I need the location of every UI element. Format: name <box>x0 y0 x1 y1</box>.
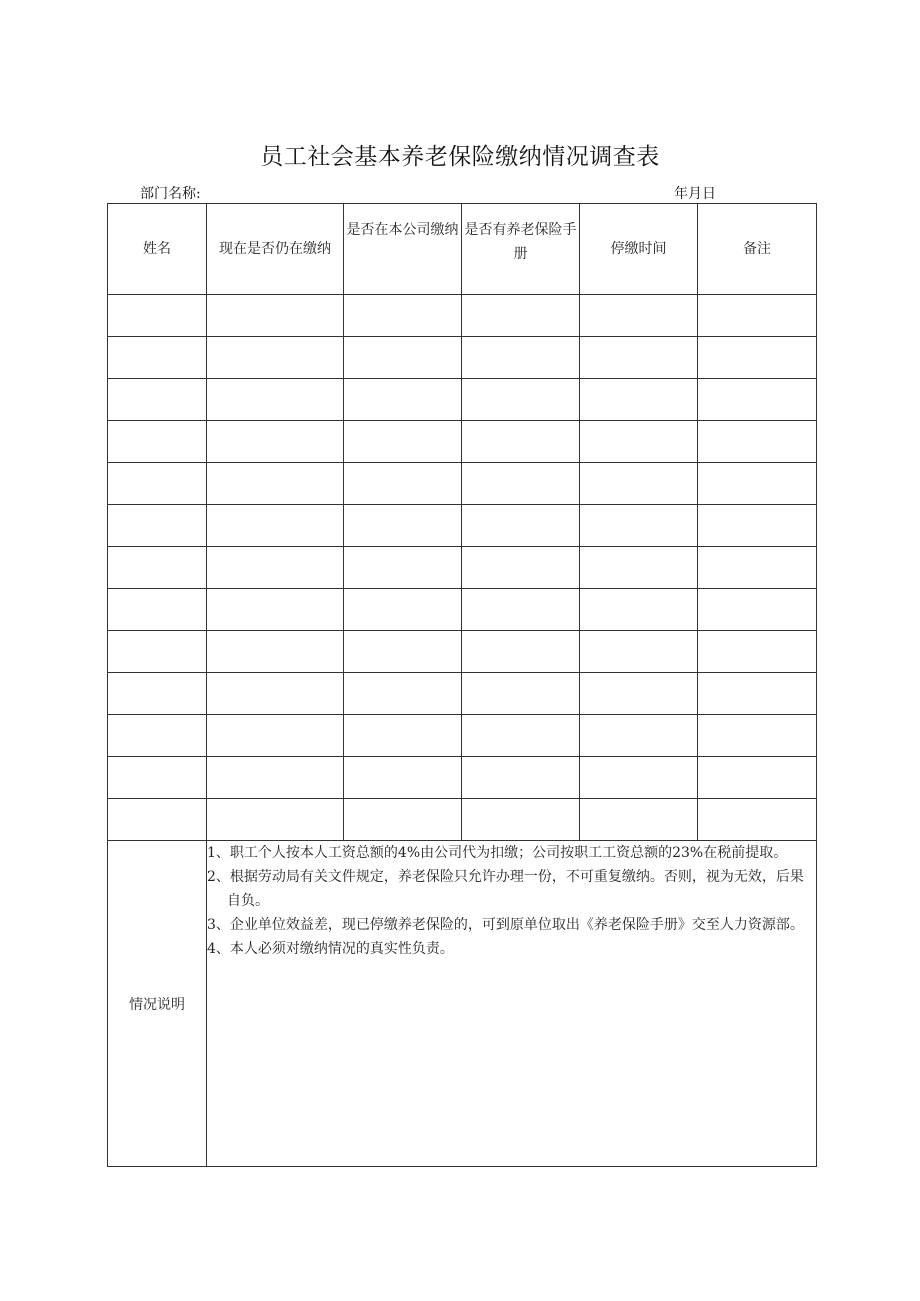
note-item: 3、企业单位效益差，现已停缴养老保险的，可到原单位取出《养老保险手册》交至人力资源部。 <box>207 917 804 933</box>
name-cell[interactable] <box>108 379 207 421</box>
paying-here-cell[interactable] <box>344 295 462 337</box>
name-cell[interactable] <box>108 799 207 841</box>
notes-body <box>207 841 817 1167</box>
remarks-cell[interactable] <box>698 379 817 421</box>
header-row <box>108 204 817 295</box>
paying-here-cell[interactable] <box>344 757 462 799</box>
paying-here-cell[interactable] <box>344 715 462 757</box>
paying-here-cell[interactable] <box>344 337 462 379</box>
notes-row <box>108 841 817 1167</box>
survey-table <box>107 203 817 1167</box>
stop-time-cell[interactable] <box>580 421 698 463</box>
stop-time-cell[interactable] <box>580 757 698 799</box>
paying-now-cell[interactable] <box>207 505 344 547</box>
remarks-cell[interactable] <box>698 295 817 337</box>
paying-now-cell[interactable] <box>207 547 344 589</box>
notes-label: 情况说明 <box>108 841 207 1167</box>
name-cell[interactable] <box>108 673 207 715</box>
has-book-cell[interactable] <box>462 505 580 547</box>
paying-now-cell[interactable] <box>207 421 344 463</box>
paying-here-cell[interactable] <box>344 463 462 505</box>
paying-now-cell[interactable] <box>207 715 344 757</box>
stop-time-cell[interactable] <box>580 673 698 715</box>
name-cell[interactable] <box>108 757 207 799</box>
has-book-cell[interactable] <box>462 547 580 589</box>
stop-time-cell[interactable] <box>580 631 698 673</box>
stop-time-cell[interactable] <box>580 337 698 379</box>
department-label: 部门名称: <box>140 186 201 202</box>
table-row <box>108 463 817 505</box>
header-paying-here: 是否在本公司缴纳 <box>344 204 462 295</box>
has-book-cell[interactable] <box>462 295 580 337</box>
stop-time-cell[interactable] <box>580 463 698 505</box>
stop-time-cell[interactable] <box>580 715 698 757</box>
paying-now-cell[interactable] <box>207 463 344 505</box>
has-book-cell[interactable] <box>462 589 580 631</box>
paying-here-cell[interactable] <box>344 589 462 631</box>
paying-now-cell[interactable] <box>207 673 344 715</box>
paying-now-cell[interactable] <box>207 379 344 421</box>
paying-now-cell[interactable] <box>207 631 344 673</box>
paying-now-cell[interactable] <box>207 757 344 799</box>
name-cell[interactable] <box>108 337 207 379</box>
has-book-cell[interactable] <box>462 337 580 379</box>
stop-time-cell[interactable] <box>580 379 698 421</box>
remarks-cell[interactable] <box>698 589 817 631</box>
note-item: 1、职工个人按本人工资总额的4%由公司代为扣缴；公司按职工工资总额的23%在税前提取。 <box>207 845 788 861</box>
stop-time-cell[interactable] <box>580 547 698 589</box>
note-item: 4、本人必须对缴纳情况的真实性负责。 <box>207 941 454 957</box>
remarks-cell[interactable] <box>698 505 817 547</box>
stop-time-cell[interactable] <box>580 295 698 337</box>
paying-here-cell[interactable] <box>344 673 462 715</box>
table-row <box>108 379 817 421</box>
remarks-cell[interactable] <box>698 421 817 463</box>
table-row <box>108 757 817 799</box>
remarks-cell[interactable] <box>698 463 817 505</box>
paying-now-cell[interactable] <box>207 295 344 337</box>
stop-time-cell[interactable] <box>580 589 698 631</box>
paying-here-cell[interactable] <box>344 379 462 421</box>
table-row <box>108 589 817 631</box>
paying-now-cell[interactable] <box>207 589 344 631</box>
stop-time-cell[interactable] <box>580 505 698 547</box>
table-row <box>108 547 817 589</box>
paying-now-cell[interactable] <box>207 337 344 379</box>
table-row <box>108 631 817 673</box>
header-stop-time: 停缴时间 <box>580 204 698 295</box>
has-book-cell[interactable] <box>462 715 580 757</box>
name-cell[interactable] <box>108 589 207 631</box>
remarks-cell[interactable] <box>698 673 817 715</box>
has-book-cell[interactable] <box>462 757 580 799</box>
note-item: 2、根据劳动局有关文件规定，养老保险只允许办理一份，不可重复缴纳。否则，视为无效，后果自负。 <box>207 869 804 909</box>
has-book-cell[interactable] <box>462 421 580 463</box>
name-cell[interactable] <box>108 631 207 673</box>
header-paying-now: 现在是否仍在缴纳 <box>207 204 344 295</box>
has-book-cell[interactable] <box>462 463 580 505</box>
name-cell[interactable] <box>108 715 207 757</box>
paying-here-cell[interactable] <box>344 631 462 673</box>
date-label: 年月日 <box>674 186 716 202</box>
table-row <box>108 295 817 337</box>
paying-here-cell[interactable] <box>344 505 462 547</box>
name-cell[interactable] <box>108 547 207 589</box>
table-row <box>108 337 817 379</box>
remarks-cell[interactable] <box>698 547 817 589</box>
table-row <box>108 421 817 463</box>
paying-now-cell[interactable] <box>207 799 344 841</box>
header-remarks: 备注 <box>698 204 817 295</box>
name-cell[interactable] <box>108 295 207 337</box>
remarks-cell[interactable] <box>698 631 817 673</box>
table-row <box>108 715 817 757</box>
table-row <box>108 505 817 547</box>
paying-here-cell[interactable] <box>344 799 462 841</box>
name-cell[interactable] <box>108 421 207 463</box>
header-name: 姓名 <box>108 204 207 295</box>
form-title: 员工社会基本养老保险缴纳情况调查表 <box>260 144 660 170</box>
table-row <box>108 799 817 841</box>
name-cell[interactable] <box>108 463 207 505</box>
stop-time-cell[interactable] <box>580 799 698 841</box>
remarks-cell[interactable] <box>698 715 817 757</box>
remarks-cell[interactable] <box>698 337 817 379</box>
has-book-cell[interactable] <box>462 673 580 715</box>
has-book-cell[interactable] <box>462 799 580 841</box>
remarks-cell[interactable] <box>698 757 817 799</box>
paying-here-cell[interactable] <box>344 547 462 589</box>
header-has-book: 是否有养老保险手册 <box>462 204 580 295</box>
name-cell[interactable] <box>108 505 207 547</box>
has-book-cell[interactable] <box>462 631 580 673</box>
paying-here-cell[interactable] <box>344 421 462 463</box>
has-book-cell[interactable] <box>462 379 580 421</box>
table-row <box>108 673 817 715</box>
remarks-cell[interactable] <box>698 799 817 841</box>
